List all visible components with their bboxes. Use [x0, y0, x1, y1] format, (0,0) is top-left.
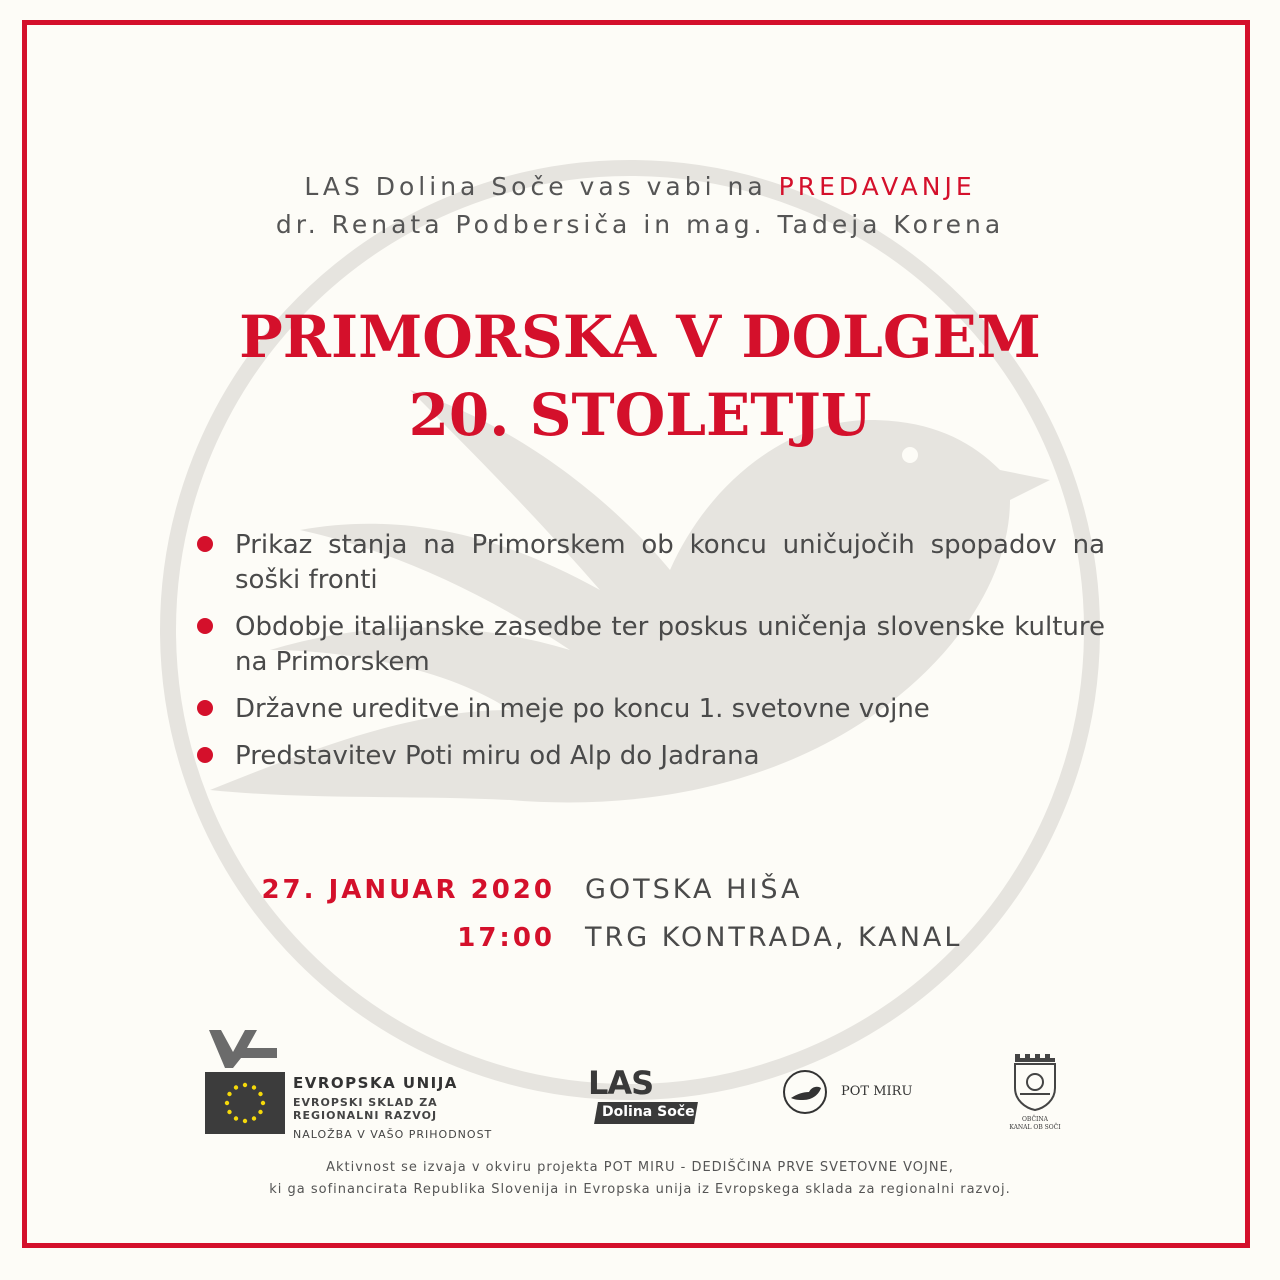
lecture-title	[0, 298, 1280, 454]
pot-miru-label: POT MIRU	[841, 1084, 913, 1099]
las-logo-big: LAS	[588, 1064, 654, 1102]
footer-note	[0, 1157, 1280, 1201]
slovenia-logo-icon	[207, 1028, 279, 1068]
pot-miru-logo	[783, 1070, 933, 1120]
bullet-dot-icon	[197, 536, 213, 552]
title-line-1: PRIMORSKA V DOLGEM	[239, 303, 1041, 371]
event-venue: GOTSKA HIŠA	[585, 874, 803, 905]
municipal-coat-of-arms-icon	[1000, 1044, 1070, 1114]
list-item	[195, 528, 1105, 598]
topic-text: Obdobje italijanske zasedbe ter poskus uničenja slovenske kulture na Primorskem	[235, 612, 1105, 677]
las-dolina-soce-logo	[588, 1064, 698, 1126]
invitation-accent-word: PREDAVANJE	[778, 172, 976, 201]
list-item	[195, 610, 1105, 680]
bullet-dot-icon	[197, 618, 213, 634]
bullet-dot-icon	[197, 700, 213, 716]
speakers-line: dr. Renata Podbersiča in mag. Tadeja Korena	[275, 210, 1005, 239]
eu-fund-line-2: REGIONALNI RAZVOJ	[293, 1109, 438, 1122]
event-address: TRG KONTRADA, KANAL	[585, 922, 963, 953]
date-row	[0, 868, 1280, 916]
list-item	[195, 739, 1105, 774]
sponsor-logos	[0, 1020, 1280, 1150]
invitation-header	[0, 168, 1280, 244]
title-line-2: 20. STOLETJU	[408, 381, 872, 449]
bullet-dot-icon	[197, 747, 213, 763]
las-logo-small: Dolina Soče	[602, 1104, 695, 1120]
eu-flag-icon	[205, 1072, 285, 1134]
eu-fund	[293, 1096, 438, 1122]
event-time: 17:00	[457, 923, 555, 953]
invitation-line-1	[0, 168, 1280, 206]
eu-stars-icon	[205, 1072, 285, 1134]
event-details	[0, 868, 1280, 964]
eu-logo	[205, 1026, 535, 1146]
list-item	[195, 692, 1105, 727]
footer-line-2: ki ga sofinancirata Republika Slovenija in Evropska unija iz Evropskega sklada za regionalni razvoj.	[269, 1182, 1011, 1197]
event-date: 27. JANUAR 2020	[261, 875, 555, 905]
pot-miru-dove-icon	[783, 1070, 827, 1114]
obcina-label	[1000, 1116, 1070, 1132]
eu-title: EVROPSKA UNIJA	[293, 1074, 458, 1092]
dove-icon	[785, 1072, 825, 1112]
time-row	[0, 916, 1280, 964]
topic-text: Državne ureditve in meje po koncu 1. svetovne vojne	[235, 694, 930, 724]
eu-slogan: NALOŽBA V VAŠO PRIHODNOST	[293, 1128, 493, 1141]
invitation-prefix: LAS Dolina Soče vas vabi na	[304, 172, 779, 201]
obcina-kanal-logo	[1000, 1044, 1070, 1144]
topic-text: Predstavitev Poti miru od Alp do Jadrana	[235, 741, 760, 771]
obcina-label-line-2: KANAL OB SOČI	[1009, 1124, 1061, 1131]
topics-list	[195, 528, 1105, 786]
obcina-label-line-1: OBČINA	[1022, 1116, 1048, 1123]
eu-fund-line-1: EVROPSKI SKLAD ZA	[293, 1096, 438, 1109]
topic-text: Prikaz stanja na Primorskem ob koncu uničujočih spopadov na soški fronti	[235, 530, 1105, 595]
footer-line-1: Aktivnost se izvaja v okviru projekta POT MIRU - DEDIŠČINA PRVE SVETOVNE VOJNE,	[326, 1160, 954, 1175]
